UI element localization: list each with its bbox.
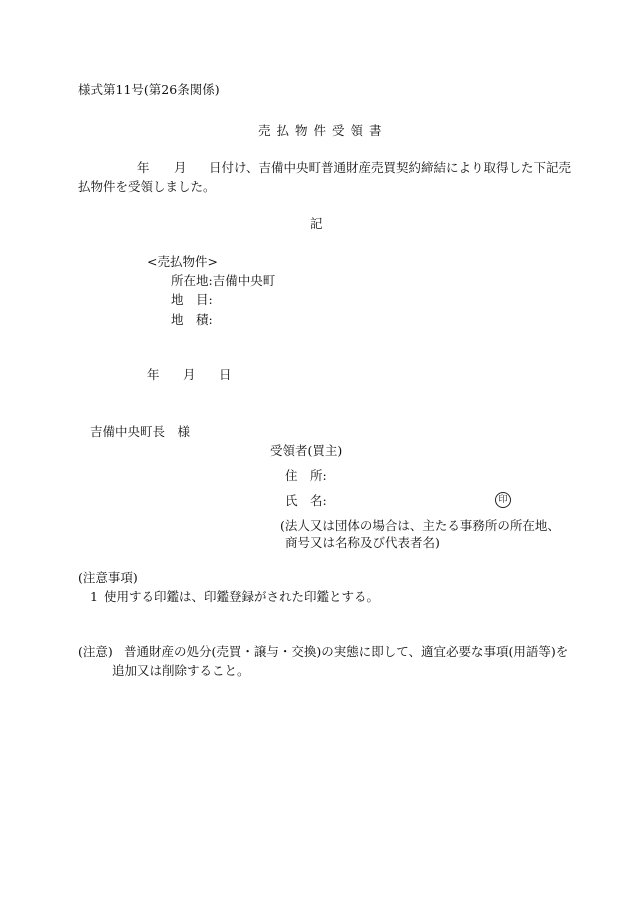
property-heading: <売払物件> [147,254,218,269]
seal-icon: 印 [495,492,511,508]
addressee: 吉備中央町長 様 [90,424,191,439]
receiver-heading: 受領者(買主) [270,443,343,458]
date-day: 日 [219,367,232,382]
caution-label: (注意) [78,644,113,659]
caution-line1: 普通財産の処分(売買・譲与・交換)の実態に即して、適宜必要な事項(用語等)を [124,644,569,659]
property-chiseki: 地 積: [171,312,213,327]
receiver-name-label: 氏 名: [285,493,327,508]
receiver-address-label: 住 所: [285,468,327,483]
property-location: 所在地:吉備中央町 [171,273,276,288]
body-line2: 払物件を受領しました。 [78,179,216,194]
date-month: 月 [183,367,196,382]
caution-line2: 追加又は削除すること。 [112,663,250,678]
receiver-note-line2: 商号又は名称及び代表者名) [285,535,440,550]
body-month: 月 [174,160,187,175]
body-year: 年 [137,160,150,175]
notes-item1-text: 使用する印鑑は、印鑑登録がされた印鑑とする。 [104,589,380,604]
ki-heading: 記 [310,216,323,231]
notes-heading: (注意事項) [78,570,138,585]
receiver-note-line1: (法人又は団体の場合は、主たる事務所の所在地、 [280,518,560,533]
property-chimoku: 地 目: [171,292,213,307]
notes-item1-number: 1 [90,589,98,604]
body-line1-rest: 日付け、吉備中央町普通財産売買契約締結により取得した下記売 [209,160,572,175]
document-title: 売払物件受領書 [258,123,388,138]
date-year: 年 [147,367,160,382]
form-number: 様式第11号(第26条関係) [78,82,220,97]
